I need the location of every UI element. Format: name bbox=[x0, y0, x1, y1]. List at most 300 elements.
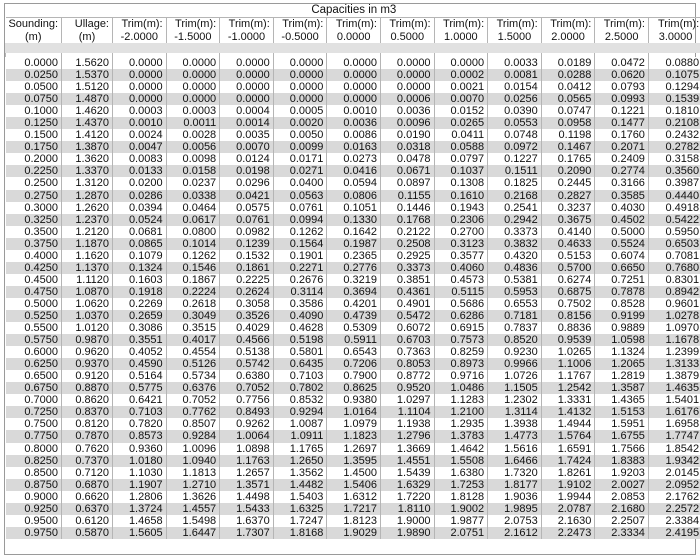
capacity-cell: 0.3551 bbox=[113, 334, 167, 346]
ullage-cell: 1.1120 bbox=[62, 274, 113, 286]
capacity-cell: 0.3373 bbox=[380, 262, 434, 274]
capacity-cell: 0.0000 bbox=[113, 69, 167, 81]
capacity-cell: 0.0271 bbox=[273, 165, 327, 177]
capacity-cell: 0.2925 bbox=[380, 250, 434, 262]
capacity-cell: 0.1227 bbox=[488, 153, 542, 165]
ullage-cell: 1.0370 bbox=[62, 310, 113, 322]
capacity-cell: 1.2650 bbox=[273, 455, 327, 467]
capacity-cell: 0.9539 bbox=[541, 334, 595, 346]
capacity-cell: 0.1760 bbox=[595, 129, 649, 141]
ullage-cell: 0.7620 bbox=[62, 443, 113, 455]
capacity-cell: 1.1006 bbox=[541, 358, 595, 370]
capacity-cell: 0.5138 bbox=[220, 346, 274, 358]
sounding-cell: 0.0750 bbox=[6, 93, 62, 105]
capacity-cell: 0.2432 bbox=[648, 129, 700, 141]
capacity-cell: 0.5422 bbox=[648, 214, 700, 226]
capacity-cell: 1.3571 bbox=[220, 479, 274, 491]
capacity-cell: 0.2508 bbox=[380, 238, 434, 250]
header-row-labels bbox=[6, 18, 700, 31]
capacity-cell: 0.6650 bbox=[595, 262, 649, 274]
capacity-cell: 0.1861 bbox=[220, 262, 274, 274]
capacity-cell: 1.4642 bbox=[434, 443, 488, 455]
capacity-cell: 0.2306 bbox=[434, 214, 488, 226]
capacity-cell: 1.4132 bbox=[541, 406, 595, 418]
ullage-cell: 0.7870 bbox=[62, 430, 113, 442]
sounding-cell: 0.4250 bbox=[6, 262, 62, 274]
capacity-cell: 0.0000 bbox=[273, 69, 327, 81]
capacity-cell: 1.2100 bbox=[434, 406, 488, 418]
capacity-cell: 0.0273 bbox=[327, 153, 381, 165]
ullage-cell: 1.2120 bbox=[62, 226, 113, 238]
table-row bbox=[6, 57, 700, 69]
capacity-cell: 0.0972 bbox=[488, 141, 542, 153]
capacity-cell: 0.1198 bbox=[541, 129, 595, 141]
table-row bbox=[6, 286, 700, 298]
capacity-cell: 0.0958 bbox=[541, 117, 595, 129]
capacity-cell: 1.2935 bbox=[434, 418, 488, 430]
capacity-cell: 0.2269 bbox=[113, 298, 167, 310]
ullage-cell: 1.4620 bbox=[62, 105, 113, 117]
table-row bbox=[6, 69, 700, 81]
capacity-cell: 0.4573 bbox=[434, 274, 488, 286]
capacity-cell: 0.0338 bbox=[166, 190, 220, 202]
capacity-cell: 0.9284 bbox=[166, 430, 220, 442]
capacity-cell: 2.1762 bbox=[648, 491, 700, 503]
ullage-cell: 0.6620 bbox=[62, 491, 113, 503]
capacity-cell: 1.5153 bbox=[595, 406, 649, 418]
table-row bbox=[6, 430, 700, 442]
capacity-cell: 0.0098 bbox=[166, 153, 220, 165]
ullage-cell: 1.3370 bbox=[62, 165, 113, 177]
capacity-cell: 0.1467 bbox=[541, 141, 595, 153]
capacity-cell: 0.2541 bbox=[488, 202, 542, 214]
capacity-cell: 0.0005 bbox=[273, 105, 327, 117]
capacity-cell: 1.6329 bbox=[380, 479, 434, 491]
capacity-cell: 0.1768 bbox=[380, 214, 434, 226]
sounding-cell: 0.0500 bbox=[6, 81, 62, 93]
capacity-cell: 1.8168 bbox=[273, 527, 327, 539]
capacity-cell: 0.7103 bbox=[113, 406, 167, 418]
capacity-cell: 1.8383 bbox=[595, 455, 649, 467]
table-row bbox=[6, 105, 700, 117]
capacity-cell: 0.0000 bbox=[166, 81, 220, 93]
capacity-cell: 0.0553 bbox=[488, 117, 542, 129]
capacity-cell: 0.6553 bbox=[488, 298, 542, 310]
capacity-cell: 1.2697 bbox=[327, 443, 381, 455]
ullage-cell: 0.8120 bbox=[62, 418, 113, 430]
capacity-cell: 1.5764 bbox=[541, 430, 595, 442]
capacity-cell: 0.0000 bbox=[113, 93, 167, 105]
capacity-cell: 1.4773 bbox=[488, 430, 542, 442]
capacity-cell: 0.0416 bbox=[327, 165, 381, 177]
sounding-cell: 0.1000 bbox=[6, 105, 62, 117]
header-label: Trim(m): bbox=[327, 18, 381, 31]
capacity-cell: 0.7900 bbox=[327, 370, 381, 382]
header-label: Trim(m): bbox=[113, 18, 167, 31]
capacity-cell: 0.3675 bbox=[541, 214, 595, 226]
capacity-cell: 0.1825 bbox=[488, 177, 542, 189]
capacity-cell: 0.8772 bbox=[380, 370, 434, 382]
ullage-cell: 1.0120 bbox=[62, 322, 113, 334]
capacity-cell: 0.0002 bbox=[434, 69, 488, 81]
capacity-cell: 1.0911 bbox=[273, 430, 327, 442]
capacity-cell: 1.2796 bbox=[380, 430, 434, 442]
capacity-cell: 0.0563 bbox=[273, 190, 327, 202]
capacity-cell: 0.8836 bbox=[541, 322, 595, 334]
capacity-cell: 0.4052 bbox=[113, 346, 167, 358]
capacity-cell: 0.0761 bbox=[273, 202, 327, 214]
capacity-cell: 1.1030 bbox=[113, 467, 167, 479]
sounding-cell: 0.3250 bbox=[6, 214, 62, 226]
capacity-cell: 0.7680 bbox=[648, 262, 700, 274]
capacity-cell: 0.6074 bbox=[595, 250, 649, 262]
capacity-cell: 2.0027 bbox=[595, 479, 649, 491]
capacity-cell: 0.1943 bbox=[434, 202, 488, 214]
capacity-cell: 0.5381 bbox=[488, 274, 542, 286]
capacity-cell: 1.0297 bbox=[380, 394, 434, 406]
capacity-cell: 0.0000 bbox=[327, 57, 381, 69]
capacity-cell: 1.0265 bbox=[541, 346, 595, 358]
capacity-cell: 1.2065 bbox=[595, 358, 649, 370]
capacity-cell: 0.5742 bbox=[220, 358, 274, 370]
capacity-cell: 0.0390 bbox=[488, 105, 542, 117]
capacity-cell: 1.0164 bbox=[327, 406, 381, 418]
ullage-cell: 1.2870 bbox=[62, 190, 113, 202]
capacity-cell: 0.0411 bbox=[434, 129, 488, 141]
capacity-cell: 0.1294 bbox=[648, 81, 700, 93]
capacity-cell: 0.9966 bbox=[488, 358, 542, 370]
capacity-cell: 1.1678 bbox=[648, 334, 700, 346]
capacity-cell: 0.0000 bbox=[327, 81, 381, 93]
trim-value: 2.0000 bbox=[541, 30, 595, 43]
capacity-cell: 0.3373 bbox=[488, 226, 542, 238]
capacity-cell: 0.7052 bbox=[220, 382, 274, 394]
capacity-cell: 0.0594 bbox=[327, 177, 381, 189]
capacity-cell: 0.8573 bbox=[113, 430, 167, 442]
sounding-cell: 0.3000 bbox=[6, 202, 62, 214]
capacity-cell: 0.8156 bbox=[541, 310, 595, 322]
capacity-cell: 0.0880 bbox=[648, 57, 700, 69]
table-row bbox=[6, 214, 700, 226]
table-row bbox=[6, 117, 700, 129]
capacity-cell: 0.0099 bbox=[273, 141, 327, 153]
capacity-cell: 0.0010 bbox=[113, 117, 167, 129]
capacity-cell: 0.2776 bbox=[327, 262, 381, 274]
capacity-cell: 0.6503 bbox=[648, 238, 700, 250]
capacity-cell: 0.9889 bbox=[595, 322, 649, 334]
capacity-cell: 0.7762 bbox=[166, 406, 220, 418]
capacity-cell: 0.0124 bbox=[220, 153, 274, 165]
capacity-cell: 0.4361 bbox=[380, 286, 434, 298]
capacity-cell: 0.0070 bbox=[220, 141, 274, 153]
capacity-cell: 0.1051 bbox=[327, 202, 381, 214]
capacity-cell: 0.6915 bbox=[434, 322, 488, 334]
header-label: Trim(m): bbox=[648, 18, 700, 31]
table-body bbox=[6, 57, 700, 539]
capacity-cell: 0.5775 bbox=[113, 382, 167, 394]
capacity-cell: 0.4060 bbox=[434, 262, 488, 274]
capacity-cell: 0.0993 bbox=[595, 93, 649, 105]
capacity-cell: 1.2302 bbox=[488, 394, 542, 406]
capacity-cell: 0.2618 bbox=[166, 298, 220, 310]
capacity-cell: 0.3058 bbox=[220, 298, 274, 310]
capacity-cell: 0.2659 bbox=[113, 310, 167, 322]
table-row bbox=[6, 153, 700, 165]
capacity-cell: 0.7181 bbox=[488, 310, 542, 322]
capacity-cell: 2.0787 bbox=[541, 503, 595, 515]
capacity-cell: 0.1262 bbox=[166, 250, 220, 262]
table-row bbox=[6, 310, 700, 322]
capacity-cell: 0.3219 bbox=[327, 274, 381, 286]
capacity-cell: 1.7747 bbox=[648, 430, 700, 442]
capacity-cell: 0.7103 bbox=[273, 370, 327, 382]
table-row bbox=[6, 382, 700, 394]
capacity-cell: 0.6072 bbox=[380, 322, 434, 334]
capacity-cell: 0.6875 bbox=[541, 286, 595, 298]
capacity-cell: 0.3158 bbox=[648, 153, 700, 165]
capacity-cell: 0.4628 bbox=[273, 322, 327, 334]
capacity-cell: 0.2090 bbox=[541, 165, 595, 177]
capacity-cell: 1.5498 bbox=[166, 515, 220, 527]
trim-value: 0.5000 bbox=[380, 30, 434, 43]
capacity-cell: 0.0163 bbox=[327, 141, 381, 153]
trim-value: -2.0000 bbox=[113, 30, 167, 43]
capacity-cell: 0.0797 bbox=[434, 153, 488, 165]
capacity-cell: 0.5472 bbox=[380, 310, 434, 322]
header-label: Trim(m): bbox=[595, 18, 649, 31]
capacity-cell: 1.3562 bbox=[273, 467, 327, 479]
table-row bbox=[6, 177, 700, 189]
sounding-cell: 0.2500 bbox=[6, 177, 62, 189]
sounding-cell: 0.6250 bbox=[6, 358, 62, 370]
capacity-cell: 0.0047 bbox=[113, 141, 167, 153]
ullage-cell: 0.6370 bbox=[62, 503, 113, 515]
capacity-cell: 1.8110 bbox=[380, 503, 434, 515]
capacity-cell: 0.9199 bbox=[595, 310, 649, 322]
ullage-cell: 0.9870 bbox=[62, 334, 113, 346]
capacity-cell: 0.1603 bbox=[113, 274, 167, 286]
capacity-cell: 0.2168 bbox=[488, 190, 542, 202]
capacity-cell: 1.9877 bbox=[434, 515, 488, 527]
capacity-cell: 0.1221 bbox=[595, 105, 649, 117]
capacity-cell: 0.9520 bbox=[380, 382, 434, 394]
sounding-cell: 0.7000 bbox=[6, 394, 62, 406]
capacity-cell: 2.2473 bbox=[541, 527, 595, 539]
capacity-cell: 1.6447 bbox=[166, 527, 220, 539]
capacity-cell: 0.0014 bbox=[220, 117, 274, 129]
capacity-cell: 0.6376 bbox=[166, 382, 220, 394]
capacity-cell: 1.0970 bbox=[648, 322, 700, 334]
capacity-cell: 0.3515 bbox=[166, 322, 220, 334]
capacity-cell: 0.9294 bbox=[273, 406, 327, 418]
capacity-cell: 0.0897 bbox=[380, 177, 434, 189]
capacity-cell: 1.6176 bbox=[648, 406, 700, 418]
capacity-table bbox=[5, 4, 700, 539]
sounding-unit: (m) bbox=[25, 30, 42, 43]
capacity-cell: 0.5700 bbox=[541, 262, 595, 274]
ullage-cell: 1.1870 bbox=[62, 238, 113, 250]
capacity-cell: 0.0200 bbox=[113, 177, 167, 189]
capacity-cell: 0.3526 bbox=[220, 310, 274, 322]
capacity-cell: 1.3724 bbox=[113, 503, 167, 515]
capacity-cell: 1.3133 bbox=[648, 358, 700, 370]
sounding-cell: 0.3500 bbox=[6, 226, 62, 238]
capacity-cell: 1.3669 bbox=[380, 443, 434, 455]
capacity-cell: 1.0979 bbox=[327, 418, 381, 430]
ullage-cell: 1.2370 bbox=[62, 214, 113, 226]
table-row bbox=[6, 346, 700, 358]
capacity-cell: 0.0056 bbox=[166, 141, 220, 153]
capacity-cell: 0.0288 bbox=[541, 69, 595, 81]
capacity-cell: 0.0036 bbox=[380, 105, 434, 117]
ullage-cell: 1.3120 bbox=[62, 177, 113, 189]
capacity-cell: 0.1918 bbox=[113, 286, 167, 298]
capacity-cell: 0.2942 bbox=[488, 214, 542, 226]
capacity-cell: 0.5801 bbox=[273, 346, 327, 358]
capacity-cell: 1.0726 bbox=[488, 370, 542, 382]
capacity-cell: 0.8259 bbox=[434, 346, 488, 358]
capacity-cell: 0.7251 bbox=[595, 274, 649, 286]
capacity-cell: 0.3166 bbox=[595, 177, 649, 189]
capacity-cell: 0.2225 bbox=[220, 274, 274, 286]
capacity-cell: 0.0000 bbox=[220, 81, 274, 93]
ullage-cell: 0.8620 bbox=[62, 394, 113, 406]
trim-value: -0.5000 bbox=[273, 30, 327, 43]
table-row bbox=[6, 503, 700, 515]
capacity-cell: 1.1763 bbox=[220, 455, 274, 467]
table-row bbox=[6, 129, 700, 141]
table-row bbox=[6, 527, 700, 539]
capacity-cell: 0.8507 bbox=[166, 418, 220, 430]
capacity-cell: 0.1446 bbox=[380, 202, 434, 214]
capacity-cell: 0.0524 bbox=[113, 214, 167, 226]
header-label: Trim(m): bbox=[380, 18, 434, 31]
capacity-cell: 0.3237 bbox=[541, 202, 595, 214]
capacity-cell: 0.7573 bbox=[434, 334, 488, 346]
capacity-cell: 0.3585 bbox=[595, 190, 649, 202]
capacity-cell: 0.3851 bbox=[380, 274, 434, 286]
capacity-cell: 1.3595 bbox=[327, 455, 381, 467]
trim-value: 1.0000 bbox=[434, 30, 488, 43]
capacity-cell: 0.9262 bbox=[220, 418, 274, 430]
capacity-cell: 0.4030 bbox=[595, 202, 649, 214]
capacity-cell: 2.0853 bbox=[595, 491, 649, 503]
sounding-cell: 0.2750 bbox=[6, 190, 62, 202]
capacity-cell: 0.1901 bbox=[273, 250, 327, 262]
ullage-cell: 0.8870 bbox=[62, 382, 113, 394]
capacity-cell: 1.0898 bbox=[220, 443, 274, 455]
capacity-cell: 0.3832 bbox=[488, 238, 542, 250]
capacity-cell: 1.3114 bbox=[488, 406, 542, 418]
capacity-cell: 0.7363 bbox=[380, 346, 434, 358]
capacity-cell: 2.2572 bbox=[648, 503, 700, 515]
capacity-cell: 2.4195 bbox=[648, 527, 700, 539]
capacity-cell: 0.0671 bbox=[380, 165, 434, 177]
capacity-cell: 0.0588 bbox=[434, 141, 488, 153]
capacity-cell: 0.1532 bbox=[220, 250, 274, 262]
ullage-cell: 1.3870 bbox=[62, 141, 113, 153]
capacity-cell: 1.4635 bbox=[648, 382, 700, 394]
capacity-cell: 0.0036 bbox=[327, 117, 381, 129]
header-label: Trim(m): bbox=[541, 18, 595, 31]
capacity-cell: 1.1324 bbox=[595, 346, 649, 358]
capacity-cell: 1.5401 bbox=[648, 394, 700, 406]
capacity-cell: 1.4944 bbox=[541, 418, 595, 430]
capacity-cell: 0.0286 bbox=[113, 190, 167, 202]
capacity-cell: 0.3123 bbox=[434, 238, 488, 250]
sounding-cell: 0.3750 bbox=[6, 238, 62, 250]
capacity-cell: 1.7220 bbox=[380, 491, 434, 503]
capacity-cell: 0.0006 bbox=[380, 93, 434, 105]
sounding-cell: 0.0250 bbox=[6, 69, 62, 81]
capacity-cell: 0.5126 bbox=[166, 358, 220, 370]
capacity-cell: 0.0198 bbox=[220, 165, 274, 177]
capacity-cell: 2.3384 bbox=[648, 515, 700, 527]
capacity-cell: 0.2108 bbox=[648, 117, 700, 129]
capacity-cell: 1.3783 bbox=[434, 430, 488, 442]
capacity-cell: 1.2399 bbox=[648, 346, 700, 358]
capacity-cell: 0.0011 bbox=[166, 117, 220, 129]
capacity-cell: 0.0189 bbox=[541, 57, 595, 69]
capacity-cell: 0.4140 bbox=[541, 226, 595, 238]
capacity-cell: 1.6312 bbox=[327, 491, 381, 503]
capacity-cell: 2.1680 bbox=[595, 503, 649, 515]
capacity-cell: 0.8973 bbox=[434, 358, 488, 370]
capacity-cell: 0.7052 bbox=[166, 394, 220, 406]
ullage-cell: 0.9620 bbox=[62, 346, 113, 358]
capacity-cell: 1.2542 bbox=[541, 382, 595, 394]
capacity-cell: 0.0096 bbox=[380, 117, 434, 129]
capacity-cell: 0.8301 bbox=[648, 274, 700, 286]
capacity-cell: 0.0478 bbox=[380, 153, 434, 165]
capacity-cell: 0.3577 bbox=[434, 250, 488, 262]
capacity-cell: 0.5950 bbox=[648, 226, 700, 238]
capacity-cell: 1.7320 bbox=[488, 467, 542, 479]
header-label: Trim(m): bbox=[166, 18, 220, 31]
capacity-cell: 0.0793 bbox=[595, 81, 649, 93]
capacity-cell: 1.2806 bbox=[113, 491, 167, 503]
capacity-cell: 0.0000 bbox=[273, 57, 327, 69]
ullage-cell: 0.6870 bbox=[62, 479, 113, 491]
table-row bbox=[6, 443, 700, 455]
capacity-cell: 0.4739 bbox=[327, 310, 381, 322]
capacity-cell: 0.0033 bbox=[488, 57, 542, 69]
capacity-cell: 0.1539 bbox=[648, 93, 700, 105]
capacity-cell: 0.0083 bbox=[113, 153, 167, 165]
capacity-cell: 1.4551 bbox=[380, 455, 434, 467]
capacity-cell: 1.0598 bbox=[595, 334, 649, 346]
capacity-cell: 0.0982 bbox=[220, 226, 274, 238]
capacity-cell: 0.0000 bbox=[166, 69, 220, 81]
capacity-cell: 0.0472 bbox=[595, 57, 649, 69]
capacity-cell: 0.3694 bbox=[327, 286, 381, 298]
table-row bbox=[6, 81, 700, 93]
table-row bbox=[6, 165, 700, 177]
ullage-cell: 1.4120 bbox=[62, 129, 113, 141]
capacity-cell: 0.6421 bbox=[113, 394, 167, 406]
capacity-cell: 1.7253 bbox=[434, 479, 488, 491]
capacity-cell: 0.0421 bbox=[220, 190, 274, 202]
capacity-cell: 1.8261 bbox=[541, 467, 595, 479]
header-label: Trim(m): bbox=[273, 18, 327, 31]
capacity-cell: 0.4502 bbox=[595, 214, 649, 226]
sounding-cell: 0.8750 bbox=[6, 479, 62, 491]
capacity-cell: 0.1867 bbox=[166, 274, 220, 286]
capacity-cell: 1.9102 bbox=[541, 479, 595, 491]
capacity-cell: 1.5433 bbox=[220, 503, 274, 515]
table-row bbox=[6, 358, 700, 370]
sounding-cell: 0.5250 bbox=[6, 310, 62, 322]
